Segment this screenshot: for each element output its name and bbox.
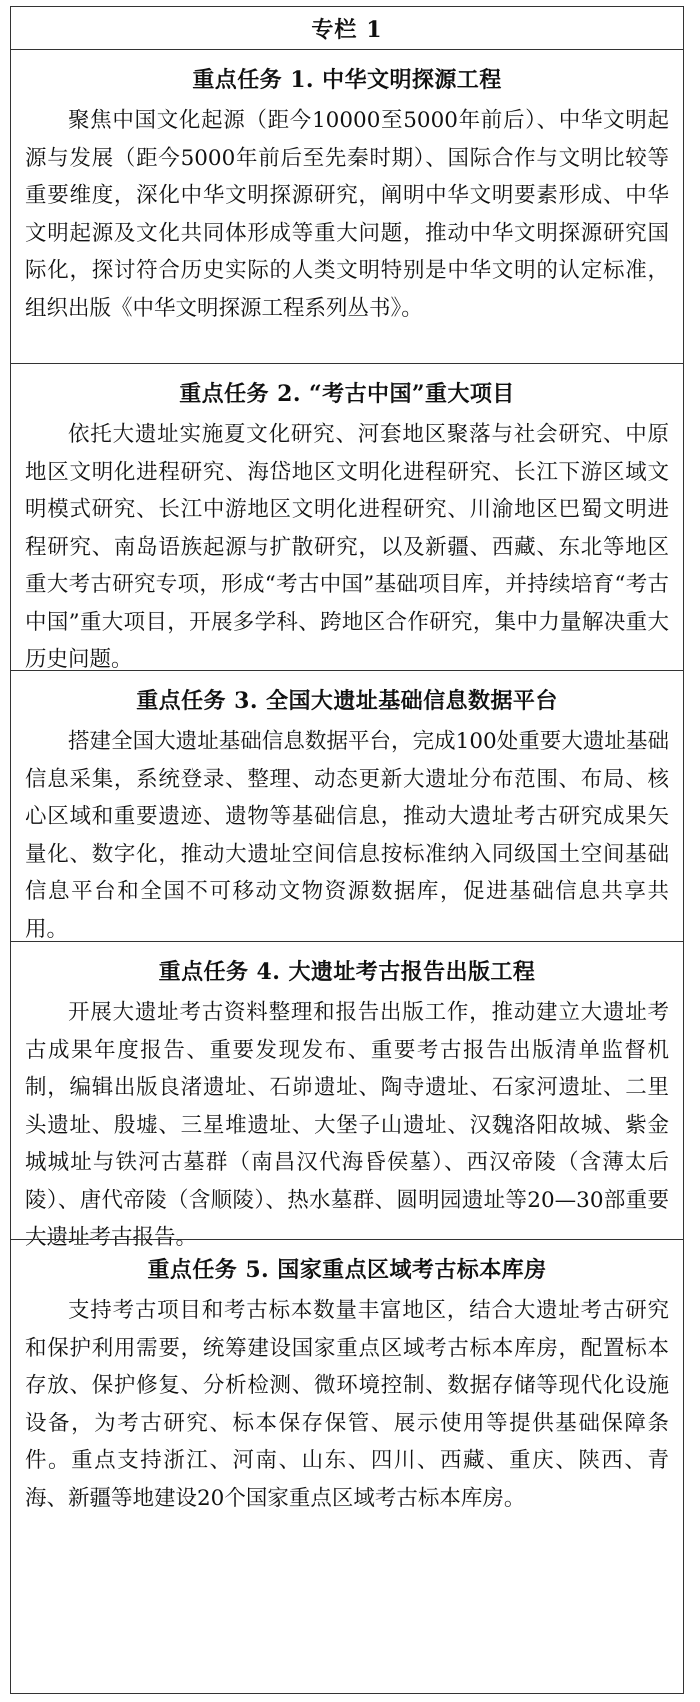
task-title-1: 重点任务 1. 中华文明探源工程 [192,67,502,93]
task-body-3: 搭建全国大遗址基础信息数据平台，完成100处重要大遗址基础信息采集，系统登录、整理、动态更新大遗址分布范围、布局、核心区域和重要遗迹、遗物等基础信息，推动大遗址考古研究成果矢量化、数字化，推动大遗址空间信息按标准纳入同级国土空间基础信息平台和全国不可移动文物资源数据库，促进基础信息共享共用。 [25,729,669,942]
task-title-2: 重点任务 2. “考古中国”重大项目 [179,381,515,407]
column-table [10,6,684,1694]
column-title: 专栏 1 [311,16,383,43]
task-title-4: 重点任务 4. 大遗址考古报告出版工程 [158,959,536,985]
task-body-2: 依托大遗址实施夏文化研究、河套地区聚落与社会研究、中原地区文明化进程研究、海岱地区文明化进程研究、长江下游区域文明模式研究、长江中游地区文明化进程研究、川渝地区巴蜀文明进程研究、南岛语族起源与扩散研究，以及新疆、西藏、东北等地区重大考古研究专项，形成“考古中国”基础项目库，并持续培育“考古中国”重大项目，开展多学科、跨地区合作研究，集中力量解决重大历史问题。 [25,422,669,672]
task-body-4: 开展大遗址考古资料整理和报告出版工作，推动建立大遗址考古成果年度报告、重要发现发布、重要考古报告出版清单监督机制，编辑出版良渚遗址、石峁遗址、陶寺遗址、石家河遗址、二里头遗址、殷墟、三星堆遗址、大堡子山遗址、汉魏洛阳故城、紫金城城址与铁河古墓群（南昌汉代海昏侯墓）、西汉帝陵（含薄太后陵）、唐代帝陵（含顺陵）、热水墓群、圆明园遗址等20—30部重要大遗址考古报告。 [25,1000,669,1250]
task-title-3: 重点任务 3. 全国大遗址基础信息数据平台 [136,688,558,714]
task-section-4 [11,941,683,1250]
task-title-5: 重点任务 5. 国家重点区域考古标本库房 [147,1257,547,1283]
task-section-5 [11,1239,683,1695]
task-section-2 [11,363,683,670]
task-section-3 [11,670,683,941]
task-body-5: 支持考古项目和考古标本数量丰富地区，结合大遗址考古研究和保护利用需要，统筹建设国家重点区域考古标本库房，配置标本存放、保护修复、分析检测、微环境控制、数据存储等现代化设施设备，为考古研究、标本保存保管、展示使用等提供基础保障条件。重点支持浙江、河南、山东、四川、西藏、重庆、陕西、青海、新疆等地建设20个国家重点区域考古标本库房。 [25,1298,669,1511]
task-section-1 [11,49,683,363]
task-body-1: 聚焦中国文化起源（距今10000至5000年前后）、中华文明起源与发展（距今5000年前后至先秦时期）、国际合作与文明比较等重要维度，深化中华文明探源研究，阐明中华文明要素形成、中华文明起源及文化共同体形成等重大问题，推动中华文明探源研究国际化，探讨符合历史实际的人类文明特别是中华文明的认定标准，组织出版《中华文明探源工程系列丛书》。 [25,108,669,321]
